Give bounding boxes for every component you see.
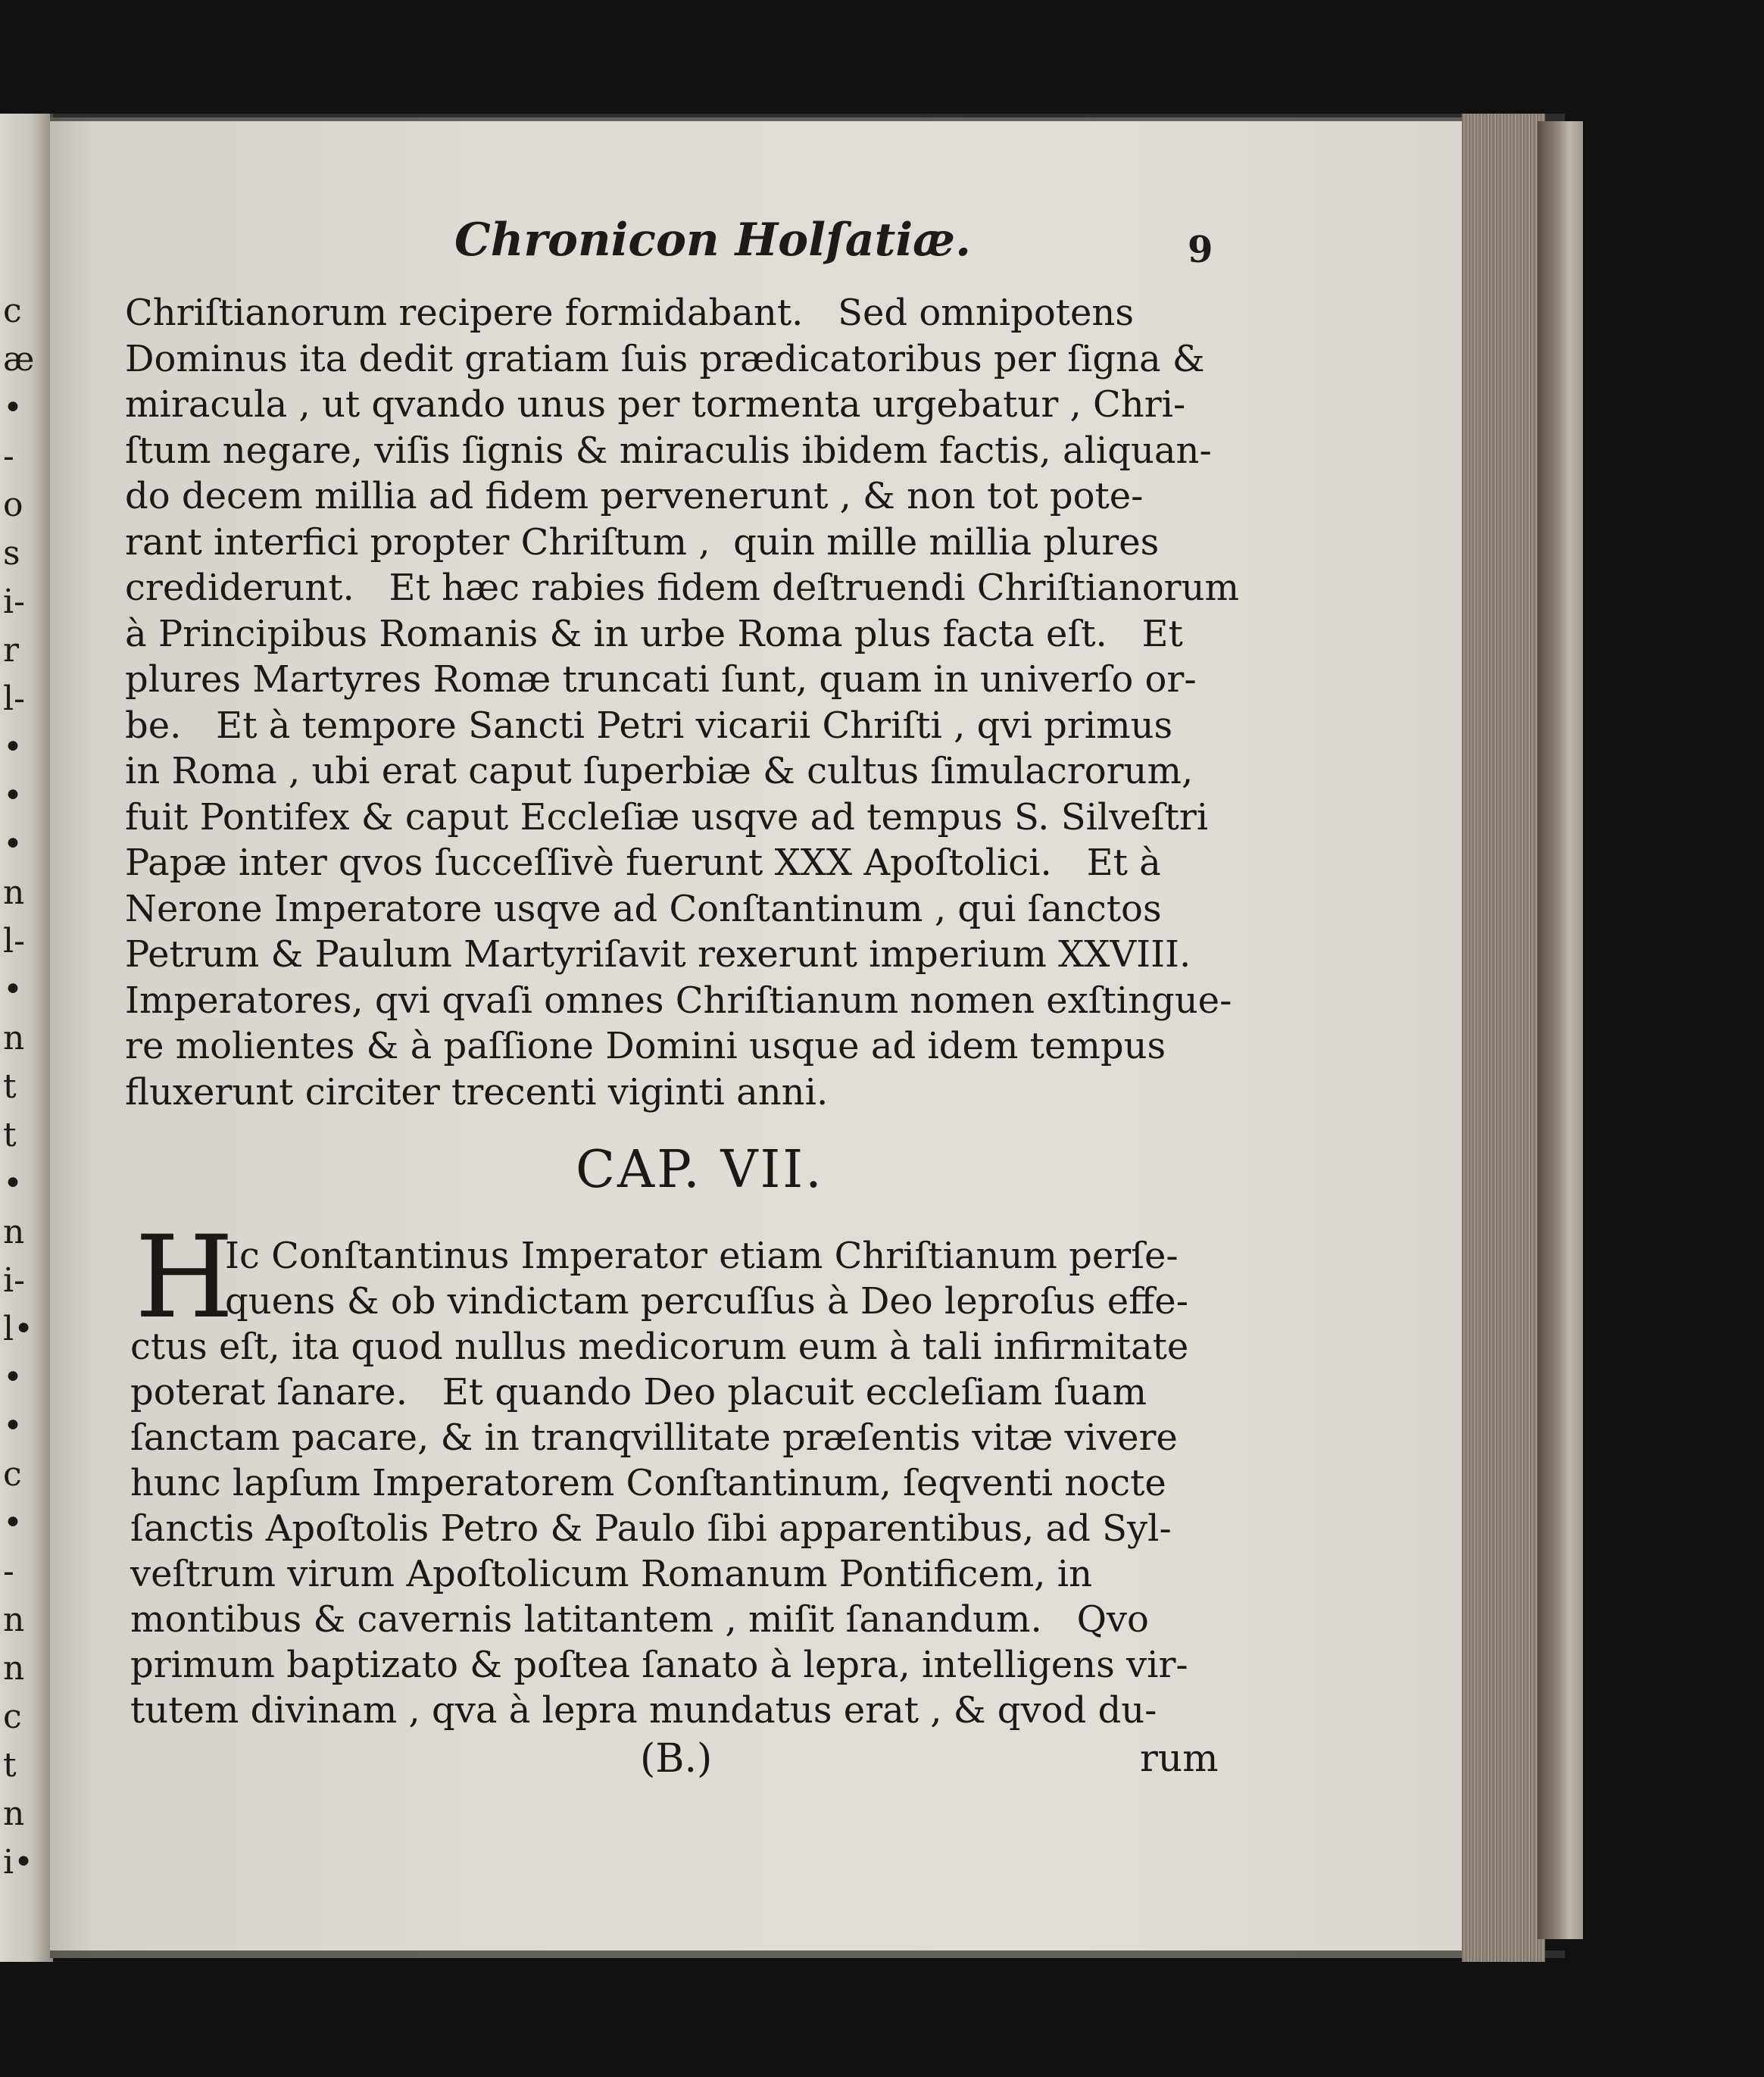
- left-page-fragment: •: [3, 1407, 23, 1445]
- left-page-fragment: t: [3, 1116, 17, 1154]
- text-line: be. Et à tempore Sancti Petri vicarii Chriſti , qvi primus: [125, 704, 1173, 747]
- text-line: veſtrum virum Apoſtolicum Romanum Pontificem, in: [130, 1553, 1093, 1595]
- left-page-fragment: •: [3, 389, 23, 427]
- text-line: Chriſtianorum recipere formidabant. Sed omnipotens: [125, 292, 1134, 334]
- left-page-fragment: •: [3, 728, 23, 767]
- page-block-edge: [1462, 114, 1545, 1962]
- left-page-fragment: •: [3, 1504, 23, 1542]
- left-page-fragment: •: [3, 1164, 23, 1203]
- text-line: Petrum & Paulum Martyriſavit rexerunt imperium XXVIII.: [125, 933, 1191, 976]
- left-page-fragment: •: [3, 970, 23, 1009]
- left-page-fragment: n: [3, 1794, 25, 1833]
- left-page-fragment: i•: [3, 1843, 34, 1882]
- left-page-fragment: l‑: [3, 922, 25, 960]
- text-line: crediderunt. Et hæc rabies fidem deſtruendi Chriſtianorum: [125, 567, 1240, 609]
- text-line: re molientes & à paſſione Domini usque ad idem tempus: [125, 1025, 1166, 1067]
- left-page-fragment: l‑: [3, 679, 25, 718]
- page-number: 9: [1188, 229, 1213, 271]
- left-page-fragment: c: [3, 1455, 22, 1494]
- running-head: Chronicon Holſatiæ.: [454, 214, 971, 267]
- text-line: ſanctis Apoſtolis Petro & Paulo ſibi apparentibus, ad Syl-: [130, 1507, 1172, 1550]
- text-line: plures Martyres Romæ truncati ſunt, quam in univerſo or-: [125, 658, 1197, 701]
- text-line: miracula , ut qvando unus per tormenta urgebatur , Chri-: [125, 383, 1186, 426]
- left-page-fragment: s: [3, 534, 20, 573]
- text-line: fuit Pontifex & caput Eccleſiæ usqve ad tempus S. Silveſtri: [125, 795, 1209, 839]
- bottom-board-edge: [50, 1951, 1565, 1958]
- left-page-fragment: n: [3, 873, 25, 912]
- text-line: fluxerunt circiter trecenti viginti anni.: [125, 1070, 829, 1113]
- left-page-fragment: ‑: [3, 437, 14, 476]
- text-line: montibus & cavernis latitantem , miſit ſanandum. Qvo: [130, 1598, 1149, 1641]
- text-line: ctus eſt, ita quod nullus medicorum eum à tali infirmitate: [130, 1326, 1189, 1368]
- text-line: Imperatores, qvi qvaſi omnes Chriſtianum nomen exſtingue-: [125, 979, 1232, 1022]
- left-page-fragment: t: [3, 1067, 17, 1106]
- left-page-fragment: r: [3, 631, 20, 670]
- text-line: ſanctam pacare, & in tranqvillitate præſentis vitæ vivere: [130, 1416, 1178, 1459]
- left-page-fragment: t: [3, 1746, 17, 1785]
- text-line: primum baptizato & poſtea ſanato à lepra, intelligens vir-: [130, 1644, 1188, 1686]
- left-page-fragment: o: [3, 486, 23, 524]
- text-line: Nerone Imperatore usqve ad Conſtantinum , qui ſanctos: [125, 887, 1162, 930]
- text-line: Dominus ita dedit gratiam ſuis prædicatoribus per ſigna &: [125, 337, 1205, 380]
- left-page-fragment: •: [3, 1358, 23, 1397]
- left-page-edge: [0, 114, 53, 1962]
- left-page-fragment: •: [3, 825, 23, 864]
- left-page-fragment: n: [3, 1601, 25, 1639]
- text-line: à Principibus Romanis & in urbe Roma plus facta eſt. Et: [125, 612, 1183, 655]
- left-page-fragment: c: [3, 1698, 22, 1736]
- text-line: ſtum negare, viſis ſignis & miraculis ibidem factis, aliquan-: [125, 429, 1212, 472]
- left-page-fragment: l•: [3, 1310, 34, 1348]
- text-line: poterat ſanare. Et quando Deo placuit eccleſiam ſuam: [130, 1371, 1147, 1413]
- text-line: Ic Conſtantinus Imperator etiam Chriſtianum perſe-: [225, 1235, 1179, 1277]
- chapter-heading: CAP. VII.: [576, 1140, 824, 1200]
- left-page-fragment: æ: [3, 340, 35, 379]
- text-line: do decem millia ad fidem pervenerunt , & non tot pote-: [125, 475, 1144, 517]
- left-page-fragment: n: [3, 1649, 25, 1688]
- text-line: hunc lapſum Imperatorem Conſtantinum, ſeqventi nocte: [130, 1462, 1166, 1504]
- top-board-edge: [50, 114, 1565, 121]
- left-page-fragment: n: [3, 1019, 25, 1057]
- left-page-fragment: i‑: [3, 582, 25, 621]
- text-line: tutem divinam , qva à lepra mundatus erat , & qvod du-: [130, 1689, 1157, 1732]
- text-line: quens & ob vindictam percuſſus à Deo leproſus effe-: [225, 1280, 1188, 1323]
- left-page-fragment: •: [3, 776, 23, 815]
- drop-cap: H: [135, 1212, 234, 1344]
- book-cover: [1538, 121, 1583, 1939]
- left-page-fragment: n: [3, 1213, 25, 1251]
- catchword: rum: [1140, 1736, 1219, 1780]
- signature-mark: (B.): [640, 1736, 713, 1782]
- text-line: Papæ inter qvos ſucceſſivè fuerunt XXX Apoſtolici. Et à: [125, 842, 1161, 884]
- text-line: rant interfici propter Chriſtum , quin mille millia plures: [125, 520, 1160, 564]
- left-page-fragment: c: [3, 292, 22, 330]
- left-page-fragment: ‑: [3, 1552, 14, 1591]
- left-page-fragment: i‑: [3, 1261, 25, 1300]
- text-line: in Roma , ubi erat caput ſuperbiæ & cultus ſimulacrorum,: [125, 750, 1194, 792]
